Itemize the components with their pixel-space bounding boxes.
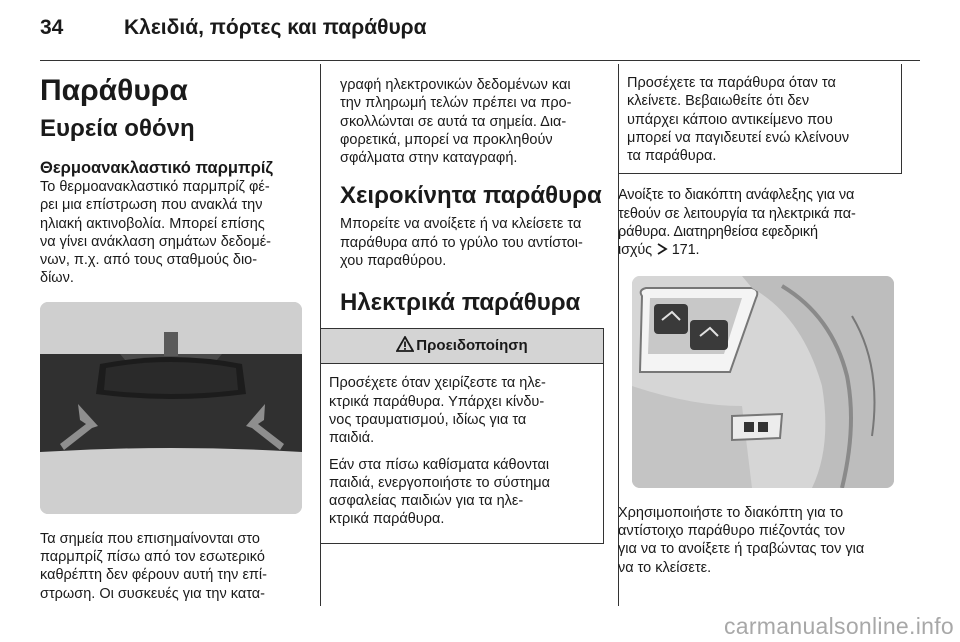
warning-paragraph: Εάν στα πίσω καθίσματα κάθονται παιδιά, ενεργοποιήστε το σύστημα ασφαλείας παιδιών για τα ηλε- κτρικά παράθυρα. — [329, 456, 550, 528]
page-header — [40, 12, 920, 52]
windscreen-illustration — [40, 302, 302, 514]
paragraph: Μπορείτε να ανοίξετε ή να κλείσετε τα παράθυρα από το γρύλο του αντίστοι- χου παραθύρου. — [340, 216, 583, 270]
paragraph: Χρησιμοποιήστε το διακόπτη για το αντίστοιχο παράθυρο πιέζοντάς τον για να το ανοίξετε ή τραβώντας τον για να το κλείσετε. — [618, 504, 865, 576]
paragraph: γραφή ηλεκτρονικών δεδομένων και την πληρωμή τελών πρέπει να προ- σκολλώνται σε αυτά τα σημεία. Δια- φορετικά, μπορεί να προκληθούν σφάλματα στην καταγραφή. — [340, 77, 572, 167]
subsection-heading: Ευρεία οθόνη — [40, 115, 195, 142]
warning-paragraph: Προσέχετε όταν χειρίζεστε τα ηλε- κτρικά παράθυρα. Υπάρχει κίνδυ- νος τραυματισμού, ιδίως για τα παιδιά. — [329, 375, 546, 447]
header-rule — [40, 60, 920, 61]
warning-box — [320, 328, 604, 543]
topic-title: Θερμοανακλαστικό παρμπρίζ — [40, 159, 274, 177]
warning-icon — [396, 331, 414, 347]
warning-continuation-box — [618, 64, 902, 174]
warning-paragraph: Προσέχετε τα παράθυρα όταν τα κλείνετε. Βεβαιωθείτε ότι δεν υπάρχει κάποιο αντικείμενο που μπορεί να παγιδευτεί ενώ κλείνουν τα παράθυρα. — [627, 75, 850, 165]
warning-title: Προειδοποίηση — [416, 337, 528, 355]
subsection-heading: Χειροκίνητα παράθυρα — [340, 182, 602, 210]
column-2 — [329, 64, 602, 544]
paragraph: Το θερμοανακλαστικό παρμπρίζ φέ- ρει μια επίστρωση που ανακλά την ηλιακή ακτινοβολία. Μπορεί επίσης να γίνει ανάκλαση σημάτων δεδομέ- νων, π.χ. από τους σταθμούς διο- δίων. — [40, 179, 272, 287]
windscreen-mirror-image — [40, 302, 302, 514]
paragraph: Τα σημεία που επισημαίνονται στο παρμπρίζ πίσω από τον εσωτερικό καθρέπτη δεν φέρουν αυτή την επί- στρωση. Οι συσκευές για την κατα- — [40, 530, 267, 602]
subsection-heading: Ηλεκτρικά παράθυρα — [340, 289, 581, 317]
column-1 — [40, 64, 302, 603]
watermark: carmanualsonline.info — [723, 613, 954, 639]
column-3 — [618, 64, 910, 577]
page-reference[interactable]: 171. — [671, 242, 700, 259]
paragraph: Ανοίξτε το διακόπτη ανάφλεξης για να τεθούν σε λειτουργία τα ηλεκτρικά πα- ράθυρα. Διατηρηθείσα εφεδρική ισχύς 171. — [618, 186, 910, 261]
window-switch-image — [632, 276, 894, 488]
page-reference-icon — [656, 242, 668, 261]
page-number: 34 — [40, 16, 64, 39]
warning-body — [321, 364, 603, 542]
section-heading: Παράθυρα — [40, 74, 188, 107]
door-switch-illustration — [632, 276, 894, 488]
warning-header — [321, 329, 603, 364]
page-title: Κλειδιά, πόρτες και παράθυρα — [124, 16, 427, 39]
